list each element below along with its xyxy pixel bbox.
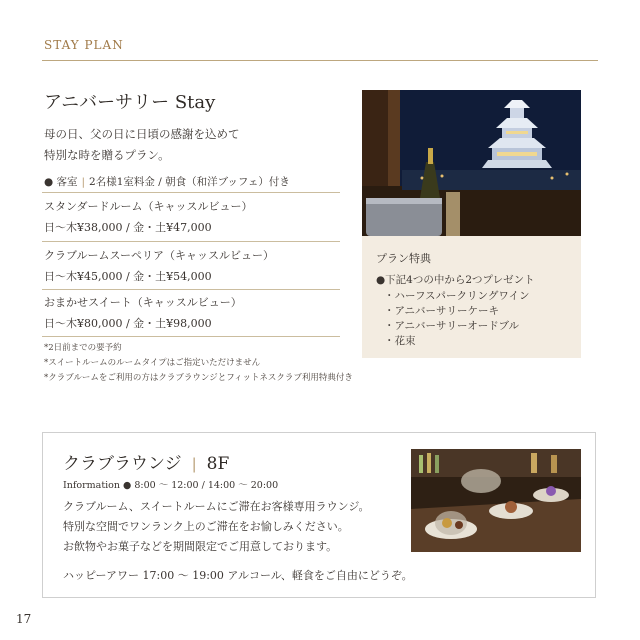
benefit-item: ・ハーフスパークリングワイン bbox=[384, 290, 530, 302]
lounge-title bbox=[63, 449, 229, 474]
castle-night-photo-art bbox=[362, 90, 581, 236]
section-header: STAY PLAN bbox=[44, 38, 124, 52]
room-divider bbox=[42, 289, 340, 290]
lounge-name: クラブラウンジ bbox=[63, 454, 182, 474]
castle-night-photo bbox=[362, 90, 581, 236]
benefit-item: ・アニバーサリーケーキ bbox=[384, 305, 499, 317]
lounge-buffet-photo-art bbox=[411, 449, 581, 552]
plan-notes bbox=[44, 341, 353, 386]
benefit-item: ・花束 bbox=[384, 335, 416, 347]
room-price: 日〜木¥80,000 / 金・土¥98,000 bbox=[44, 317, 212, 330]
lounge-hours: Information ● 8:00 〜 12:00 / 14:00 〜 20:00 bbox=[63, 480, 279, 491]
benefit-item: ・アニバーサリーオードブル bbox=[384, 320, 520, 332]
lounge-title-separator: | bbox=[191, 455, 197, 473]
room-price: 日〜木¥45,000 / 金・土¥54,000 bbox=[44, 270, 212, 283]
benefits-list bbox=[384, 289, 530, 349]
room-name: スタンダードルーム（キャッスルビュー） bbox=[44, 200, 253, 213]
benefits-lead: ●下記4つの中から2つプレゼント bbox=[376, 274, 535, 286]
lounge-desc-line-2: 特別な空間でワンランク上のご滞在をお愉しみください。 bbox=[63, 520, 349, 533]
room-name: クラブルームスーペリア（キャッスルビュー） bbox=[44, 249, 275, 262]
plan-intro-line-1: 母の日、父の日に日頃の感謝を込めて bbox=[44, 127, 240, 141]
room-info-lead: ● 客室 bbox=[44, 176, 78, 188]
note: *2日前までの要予約 bbox=[44, 343, 122, 353]
room-divider bbox=[42, 241, 340, 242]
room-item bbox=[44, 292, 242, 334]
room-info-detail: 2名様1室料金 / 朝食（和洋ブッフェ）付き bbox=[89, 176, 290, 188]
lounge-desc-line-3: お飲物やお菓子などを期間限定でご用意しております。 bbox=[63, 540, 338, 553]
header-divider bbox=[42, 60, 598, 61]
benefits-title: プラン特典 bbox=[376, 252, 431, 265]
room-divider bbox=[42, 192, 340, 193]
page-number: 17 bbox=[16, 612, 32, 626]
lounge-description bbox=[63, 497, 370, 557]
happy-hour: ハッピーアワー 17:00 〜 19:00 アルコール、軽食をご自由にどうぞ。 bbox=[63, 569, 413, 582]
room-item bbox=[44, 245, 274, 287]
room-name: おまかせスイート（キャッスルビュー） bbox=[44, 296, 242, 309]
room-price: 日〜木¥38,000 / 金・土¥47,000 bbox=[44, 221, 212, 234]
note: *クラブルームをご利用の方はクラブラウンジとフィットネスクラブ利用特典付き bbox=[44, 373, 353, 383]
room-item bbox=[44, 196, 253, 238]
plan-title: アニバーサリー Stay bbox=[44, 92, 216, 113]
room-divider bbox=[42, 336, 340, 337]
room-info bbox=[44, 174, 290, 189]
plan-intro-line-2: 特別な時を贈るプラン。 bbox=[44, 148, 170, 162]
club-lounge-box bbox=[42, 432, 596, 598]
room-info-separator: | bbox=[81, 176, 86, 188]
lounge-desc-line-1: クラブルーム、スイートルームにご滞在お客様専用ラウンジ。 bbox=[63, 500, 370, 513]
plan-benefits-box bbox=[362, 236, 581, 358]
lounge-buffet-photo bbox=[411, 449, 581, 552]
plan-intro bbox=[44, 124, 240, 166]
lounge-floor: 8F bbox=[206, 454, 230, 474]
note: *スイートルームのルームタイプはご指定いただけません bbox=[44, 358, 261, 368]
